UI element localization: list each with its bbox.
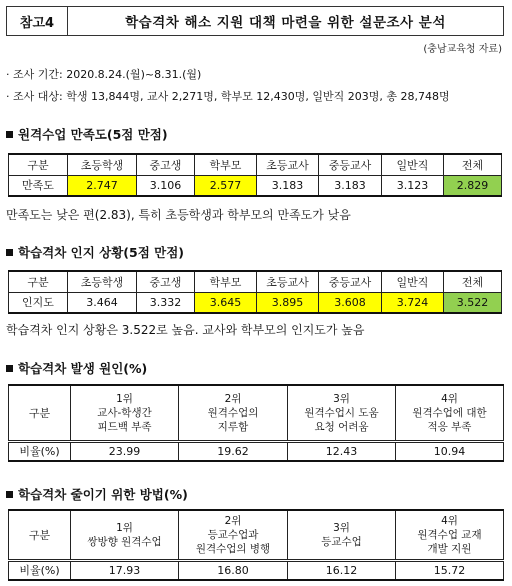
rank-text: 교사-학생간 [97,406,152,419]
rank-number: 3위 [333,521,350,534]
value-cell: 16.80 [179,560,288,580]
value-cell: 2.829 [444,175,502,196]
rank-number: 1위 [116,521,133,534]
value-cell: 23.99 [71,441,179,461]
table-header-row [9,510,504,560]
satisfaction-note: 만족도는 낮은 편(2.83), 특히 초등학생과 학부모의 만족도가 낮음 [6,208,351,222]
rank-text: 요청 어려움 [314,420,369,433]
rank-text: 등교수업 [321,535,362,548]
row-label: 만족도 [9,175,68,196]
value-cell: 3.332 [137,292,195,313]
rank-text: 적응 부족 [427,420,472,433]
rank-header [179,385,288,441]
rank-header [71,385,179,441]
table-row [9,560,504,580]
survey-targets: · 조사 대상: 학생 13,844명, 교사 2,271명, 학부모 12,430명, 일반직 203명, 총 28,748명 [6,90,450,103]
header-cell: 중고생 [137,271,195,292]
rank-header [396,510,504,560]
rank-text: 지루함 [217,420,249,433]
rank-number: 2위 [224,514,242,527]
header-cell: 일반직 [382,154,444,175]
square-bullet-icon [6,491,13,498]
header-cell: 일반직 [382,271,444,292]
table-header-row [9,271,502,292]
rank-number: 4위 [441,392,458,405]
perception-note: 학습격차 인지 상황은 3.522로 높음. 교사와 학부모의 인지도가 높음 [6,323,365,337]
rank-text: 등교수업과 [207,528,259,541]
value-cell: 3.464 [68,292,137,313]
header-cell: 학부모 [195,271,257,292]
causes-table [8,384,504,462]
value-cell: 3.724 [382,292,444,313]
header-cell: 전체 [444,154,502,175]
rank-text: 원격수업시 도움 [304,406,379,419]
satisfaction-heading-text: 원격수업 만족도(5점 만점) [18,127,168,142]
perception-heading-text: 학습격차 인지 상황(5점 만점) [18,245,185,260]
satisfaction-table [8,153,502,197]
header-cell: 중고생 [137,154,195,175]
value-cell: 19.62 [179,441,288,461]
rank-text: 원격수업의 [207,406,259,419]
value-cell: 3.895 [257,292,319,313]
header-cell: 초등교사 [257,154,319,175]
value-cell: 2.577 [195,175,257,196]
header-cell: 초등학생 [68,271,137,292]
value-cell: 3.106 [137,175,195,196]
rank-text: 개발 지원 [427,542,472,555]
rank-header [288,510,396,560]
rank-number: 1위 [116,392,133,405]
header-cell: 구분 [9,154,68,175]
value-cell: 10.94 [396,441,504,461]
header-cell: 구분 [9,385,71,441]
document-header [6,6,504,36]
value-cell: 15.72 [396,560,504,580]
rank-header [179,510,288,560]
value-cell: 3.608 [319,292,382,313]
table-row [9,175,502,196]
reference-tag: 참고4 [7,7,68,35]
satisfaction-heading [6,125,168,143]
rank-header [71,510,179,560]
header-cell: 중등교사 [319,271,382,292]
row-label: 비율(%) [9,441,71,461]
square-bullet-icon [6,365,13,372]
header-cell: 학부모 [195,154,257,175]
value-cell: 16.12 [288,560,396,580]
rank-header [396,385,504,441]
methods-table [8,509,504,581]
value-cell: 2.747 [68,175,137,196]
rank-text: 피드백 부족 [97,420,152,433]
causes-heading [6,359,147,377]
value-cell: 3.183 [257,175,319,196]
table-row [9,292,502,313]
table-header-row [9,154,502,175]
row-label: 비율(%) [9,560,71,580]
row-label: 인지도 [9,292,68,313]
survey-period: · 조사 기간: 2020.8.24.(월)~8.31.(월) [6,68,202,81]
source-note: (충남교육청 자료) [423,44,502,55]
rank-number: 2위 [224,392,242,405]
value-cell: 3.123 [382,175,444,196]
value-cell: 12.43 [288,441,396,461]
rank-text: 원격수업에 대한 [412,406,487,419]
rank-header [288,385,396,441]
header-cell: 전체 [444,271,502,292]
document-title: 학습격차 해소 지원 대책 마련을 위한 설문조사 분석 [125,15,446,31]
square-bullet-icon [6,249,13,256]
value-cell: 3.645 [195,292,257,313]
header-cell: 구분 [9,271,68,292]
header-cell: 구분 [9,510,71,560]
table-row [9,441,504,461]
table-header-row [9,385,504,441]
rank-number: 3위 [333,392,350,405]
square-bullet-icon [6,131,13,138]
causes-heading-text: 학습격차 발생 원인(%) [18,361,148,376]
perception-table [8,270,502,314]
header-cell: 초등학생 [68,154,137,175]
rank-text: 원격수업 교재 [417,528,482,541]
value-cell: 3.183 [319,175,382,196]
rank-text: 쌍방향 원격수업 [87,535,162,548]
header-cell: 중등교사 [319,154,382,175]
value-cell: 17.93 [71,560,179,580]
perception-heading [6,243,184,261]
rank-number: 4위 [441,514,458,527]
value-cell: 3.522 [444,292,502,313]
rank-text: 원격수업의 병행 [195,542,271,555]
header-cell: 초등교사 [257,271,319,292]
methods-heading-text: 학습격차 줄이기 위한 방법(%) [18,487,188,502]
methods-heading [6,485,188,503]
